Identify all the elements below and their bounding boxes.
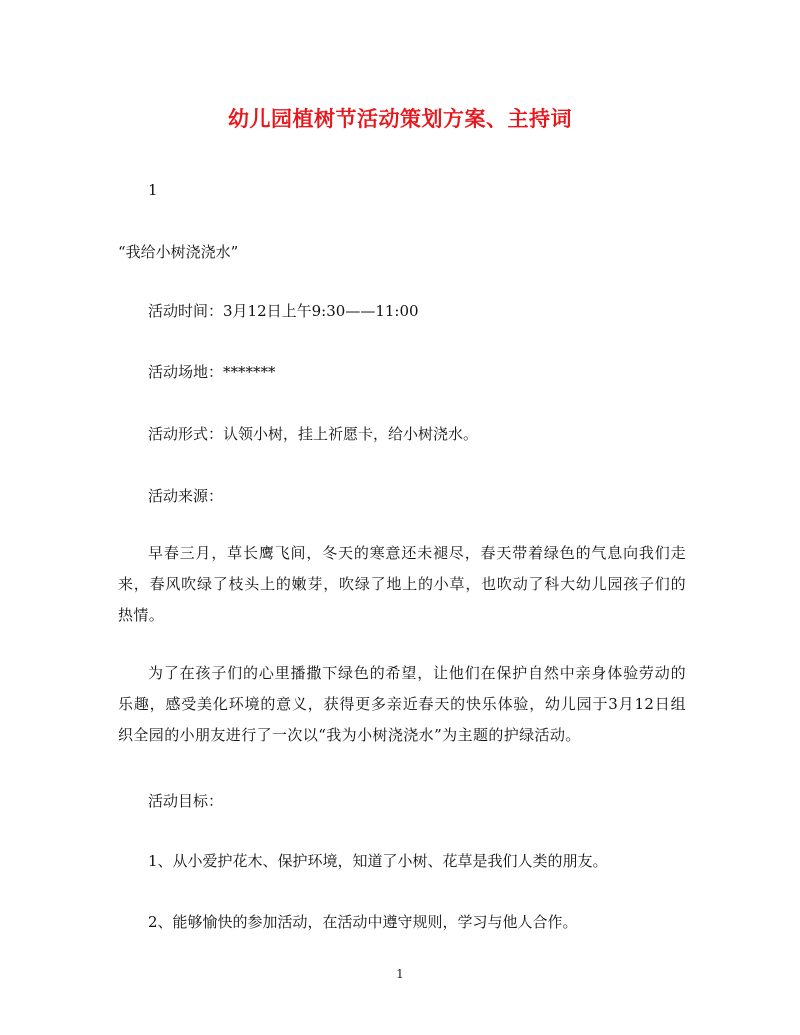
activity-place: 活动场地：******* bbox=[148, 363, 276, 381]
goal-item-2: 2、能够愉快的参加活动，在活动中遵守规则，学习与他人合作。 bbox=[148, 913, 578, 931]
goal-item-1: 1、从小爱护花木、保护环境，知道了小树、花草是我们人类的朋友。 bbox=[148, 852, 608, 870]
activity-source-label: 活动来源： bbox=[148, 487, 224, 505]
activity-time: 活动时间：3月12日上午9:30——11:00 bbox=[148, 302, 419, 320]
activity-goals-label: 活动目标： bbox=[148, 792, 224, 810]
paragraph-activity-purpose: 为了在孩子们的心里播撒下绿色的希望，让他们在保护自然中亲身体验劳动的乐趣，感受美化环境的意义，获得更多亲近春天的快乐体验，幼儿园于3月12日组织全园的小朋友进行了一次以“我为小树浇浇水”为主题的护绿活动。 bbox=[118, 664, 686, 744]
activity-theme: “我给小树浇浇水” bbox=[118, 243, 239, 261]
document-title: 幼儿园植树节活动策划方案、主持词 bbox=[228, 106, 572, 131]
section-number: 1 bbox=[148, 181, 158, 199]
page-number: 1 bbox=[396, 967, 404, 981]
paragraph-spring-intro: 早春三月，草长鹰飞间，冬天的寒意还未褪尽，春天带着绿色的气息向我们走来，春风吹绿了枝头上的嫩芽，吹绿了地上的小草，也吹动了科大幼儿园孩子们的热情。 bbox=[118, 544, 686, 624]
activity-form: 活动形式：认领小树，挂上祈愿卡，给小树浇水。 bbox=[148, 425, 479, 443]
